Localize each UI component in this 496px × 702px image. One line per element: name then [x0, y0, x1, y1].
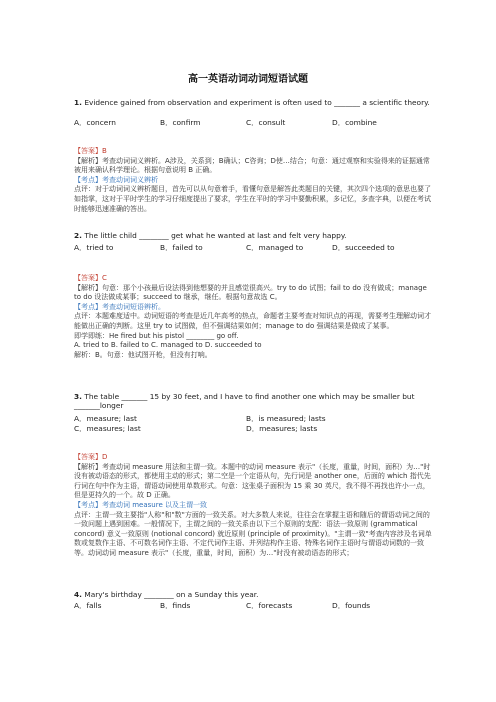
question-2: [74, 231, 434, 240]
analysis-text: 【解析】考查动词词义辨析。A涉及，关系到；B确认；C咨询；D使…结合；句意：通过观察和实验得来的证据通常被用来确认科学理论。根据句意说明 B 正确。: [74, 156, 430, 175]
question-number: 3.: [74, 392, 82, 401]
question-stem: The table _______ 15 by 30 feet, and I have to find another one which may be smaller but _______longer: [74, 392, 415, 411]
option-b: B．finds: [160, 601, 191, 610]
comment-text: 点评：对于动词词义辨析题目，首先可以从句意着手，看懂句意是解答此类题目的关键，其次四个选项的意思也要了如指掌，这对于平时学生的学习仔细度提出了要求，学生在平时的学习中要勤积累，多记忆，多查字典，以便在考试时能够迅速准确的答出。: [74, 185, 431, 213]
point-label: 【考点】考查动词 measure 以及主谓一致: [74, 500, 207, 509]
option-d: D．measures; lasts: [246, 424, 318, 433]
question-4: [74, 590, 434, 599]
question-number: 1.: [74, 98, 82, 107]
option-d: D．combine: [332, 118, 377, 127]
page-title: 高一英语动词动词短语试题: [188, 74, 308, 85]
question-2-options: [74, 242, 434, 252]
option-c: C．measures; last: [74, 424, 141, 433]
question-1: [74, 98, 434, 107]
question-4-options: [74, 600, 434, 610]
comment-text: 点评：主谓一致主要指"人称"和"数"方面的一致关系。对大多数人来说，往往会在掌握主语和随后的谓语动词之间的一致问题上遇到困难。一般情况下，主谓之间的一致关系由以下三个原则的支配：语法一致原则 (grammatical concord) 意义一致原则 (notional concord) 就近原则 (principle of proximity)。"主谓一致"考查内容涉及名词单数或复数作主语、不可数名词作主语、不定代词作主语、并列结构作主语、特殊名词作主语时与谓语动词数的一致等。动词动词 measure 表示"（长度，重量，时间，面积）为…"时没有被动语态的形式；: [74, 510, 432, 557]
answer-block-1: [74, 147, 434, 214]
point-label: 【考点】考查动词词义辨析: [74, 175, 158, 184]
question-stem: Mary's birthday ________ on a Sunday this year.: [84, 590, 259, 599]
option-c: C．consult: [246, 118, 286, 127]
answer-block-3: [74, 453, 434, 559]
analysis-text: 【解析】考查动词 measure 用法和主谓一致。本题中的动词 measure 表示"（长度，重量，时间，面积）为…"时没有被动语态的形式，都使用主动的形式；第二空是一个定语从句，先行词是 another one，后面的 which 指代先行词在句中作为主语，谓语动词使用单数形式。句意：这张桌子面积为 15 乘 30 英尺，我不得不再找也许小一点，但是更持久的一个。故 D 正确。: [74, 462, 431, 500]
option-d: D．founds: [332, 601, 371, 610]
practice-options: A. tried to B. failed to C. managed to D. succeeded to: [74, 341, 262, 350]
question-number: 4.: [74, 590, 82, 599]
question-stem: Evidence gained from observation and experiment is often used to _______ a scientific theory.: [84, 98, 430, 107]
question-number: 2.: [74, 231, 82, 240]
practice-answer: 解析：B。句意：他试图开枪，但没有打响。: [74, 350, 212, 359]
option-c: C．managed to: [246, 243, 304, 252]
answer-block-2: [74, 274, 434, 360]
option-b: B．confirm: [160, 118, 201, 127]
answer-label: 【答案】B: [74, 147, 107, 155]
question-3-options-row-1: [74, 413, 434, 423]
option-a: A．tried to: [74, 243, 114, 252]
point-label: 【考点】考查动词短语辨析。: [74, 302, 165, 311]
practice-line: 即学即练：He fired but his pistol ________ go off.: [74, 331, 239, 340]
option-d: D．succeeded to: [332, 243, 395, 252]
option-a: A．measure; last: [74, 414, 137, 423]
question-3-options-row-2: [74, 423, 434, 433]
option-b: B．is measured; lasts: [246, 414, 326, 423]
option-a: A．concern: [74, 118, 116, 127]
analysis-text: 【解析】句意：那个小孩最后设法得到他想要的并且感觉很高兴。try to do 试图；fail to do 没有做成；manage to do 设法做成某事；succeed to 继承，继任。根据句意故选 C。: [74, 283, 427, 302]
option-c: C．forecasts: [246, 601, 293, 610]
question-stem: The little child ________ get what he wanted at last and felt very happy.: [84, 231, 347, 240]
comment-text: 点评：本题难度适中。动词短语的考查是近几年高考的热点，命题者主要考查对知识点的再现，需要考生理解动词才能做出正确的判断。这里 try to 试图做，但不强调结果如何；manage to do 强调结果是做成了某事。: [74, 312, 431, 330]
answer-label: 【答案】D: [74, 453, 108, 461]
answer-label: 【答案】C: [74, 274, 107, 282]
option-a: A．falls: [74, 601, 102, 610]
option-b: B．failed to: [160, 243, 203, 252]
question-3: [74, 392, 434, 410]
question-1-options: [74, 117, 434, 127]
